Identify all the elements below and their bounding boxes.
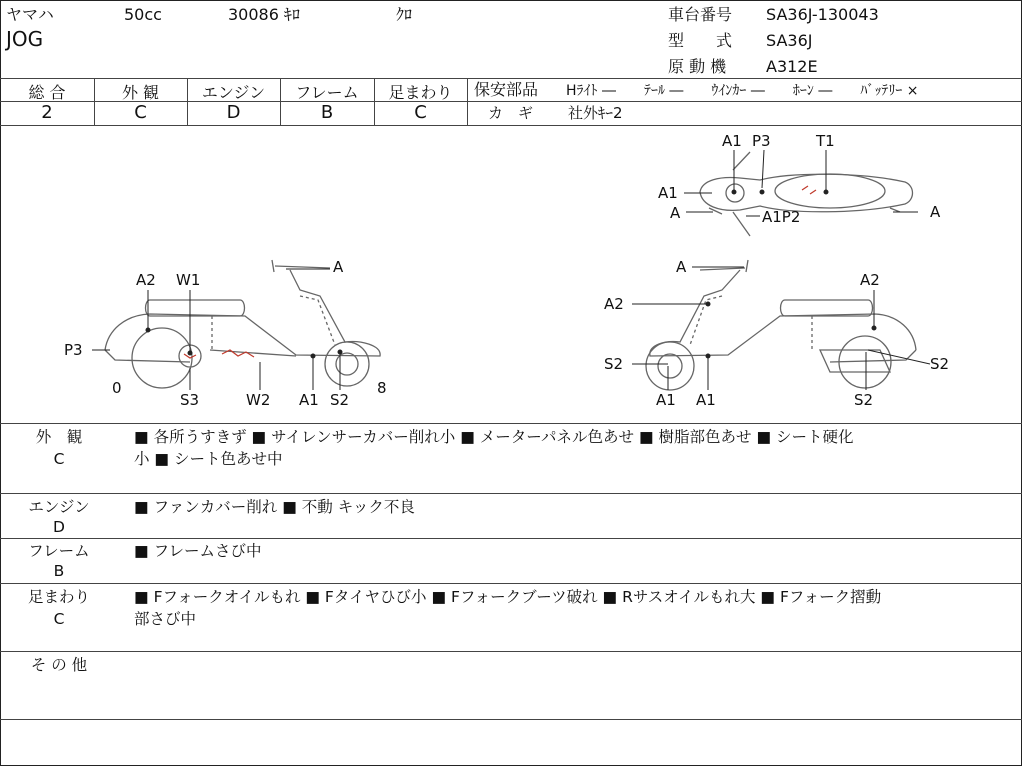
label-top-a1p2: A1P2: [762, 208, 801, 226]
grade-frame: B: [320, 102, 334, 123]
divider: [0, 651, 1022, 652]
label-right-a1a: A1: [656, 391, 676, 409]
displacement: 50cc: [124, 5, 162, 24]
divider: [0, 719, 1022, 720]
type-value: SA36J: [766, 31, 813, 50]
divider: [467, 101, 1022, 102]
grade-total: 2: [41, 102, 53, 123]
divider: [0, 583, 1022, 584]
label-right-a2-right: A2: [860, 271, 880, 289]
remark-text-exterior: ■ 各所うすきず ■ サイレンサーカバー削れ小 ■ メーターパネル色あせ ■ 樹脂部色あせ ■ シート硬化: [134, 428, 854, 446]
safety-label: 保安部品: [474, 80, 539, 99]
label-left-a2: A2: [136, 271, 156, 289]
label-top-a1-left: A1: [658, 184, 678, 202]
grade-header-suspension: 足まわり: [388, 83, 453, 102]
remark-cat-other: そ の 他: [30, 656, 88, 674]
frame-no: SA36J-130043: [766, 5, 879, 24]
grade-header-exterior: 外 観: [121, 83, 160, 102]
key-value: 社外ｷｰ2: [568, 104, 623, 122]
damage-diagram: [0, 126, 1022, 424]
label-right-s2-bottom: S2: [854, 391, 874, 409]
safety-items: Hﾗｲﾄ ― ﾃｰﾙ ― ｳｲﾝｶｰ ― ﾎｰﾝ ― ﾊﾞｯﾃﾘｰ ×: [566, 83, 919, 99]
scooter-top-view: [700, 152, 913, 236]
divider: [0, 423, 1022, 424]
remark-cat-exterior: 外 観: [35, 428, 83, 446]
label-top-p3: P3: [752, 132, 771, 150]
remark-grade-suspension: C: [53, 610, 65, 628]
key-label: カ ギ: [488, 104, 534, 122]
remark-grade-exterior: C: [53, 450, 65, 468]
label-right-a1b: A1: [696, 391, 716, 409]
label-right-s2-right: S2: [930, 355, 950, 373]
engine-label: 原 動 機: [668, 57, 727, 76]
remark-text-suspension: ■ Fフォークオイルもれ ■ Fタイヤひび小 ■ Fフォークブーツ破れ ■ Rサスオイルもれ大 ■ Fフォーク摺動: [134, 588, 882, 606]
type-label: 型 式: [668, 31, 733, 50]
model-name: JOG: [6, 27, 44, 51]
remark-cat-suspension: 足まわり: [27, 588, 90, 606]
remark-text-exterior-2: 小 ■ シート色あせ中: [134, 450, 283, 468]
label-top-a-left: A: [670, 204, 681, 222]
label-left-a: A: [333, 258, 344, 276]
divider: [467, 78, 468, 125]
label-right-a: A: [676, 258, 687, 276]
color: ｸﾛ: [396, 5, 413, 24]
label-right-s2-left: S2: [604, 355, 624, 373]
remark-text-suspension-2: 部さび中: [134, 610, 197, 628]
maker: ヤマハ: [6, 5, 54, 24]
divider: [0, 493, 1022, 494]
label-top-t1: T1: [816, 132, 835, 150]
label-right-a2-left: A2: [604, 295, 624, 313]
grade-suspension: C: [414, 102, 427, 123]
remark-text-engine: ■ ファンカバー削れ ■ 不動 キック不良: [134, 498, 415, 516]
mileage: 30086 ｷﾛ: [228, 5, 300, 24]
label-left-p3: P3: [64, 341, 83, 359]
label-top-a1: A1: [722, 132, 742, 150]
label-left-s2: S2: [330, 391, 350, 409]
grade-header-frame: フレーム: [295, 83, 359, 102]
label-left-0: 0: [112, 379, 122, 397]
damage-marks: [184, 186, 816, 358]
grade-exterior: C: [134, 102, 147, 123]
remark-grade-frame: B: [53, 562, 65, 580]
label-left-8: 8: [377, 379, 387, 397]
grade-header-engine: エンジン: [201, 83, 266, 102]
divider: [0, 78, 1022, 79]
frame-no-label: 車台番号: [668, 5, 733, 24]
engine-value: A312E: [766, 57, 818, 76]
divider: [0, 538, 1022, 539]
label-left-a1: A1: [299, 391, 319, 409]
label-top-a-right: A: [930, 203, 941, 221]
remark-cat-engine: エンジン: [28, 498, 90, 516]
label-left-w1: W1: [176, 271, 201, 289]
grade-engine: D: [226, 102, 241, 123]
remark-grade-engine: D: [53, 518, 65, 536]
label-left-w2: W2: [246, 391, 271, 409]
label-left-s3: S3: [180, 391, 200, 409]
grade-header-total: 総 合: [28, 83, 66, 102]
remark-text-frame: ■ フレームさび中: [134, 542, 262, 560]
remark-cat-frame: フレーム: [28, 542, 90, 560]
